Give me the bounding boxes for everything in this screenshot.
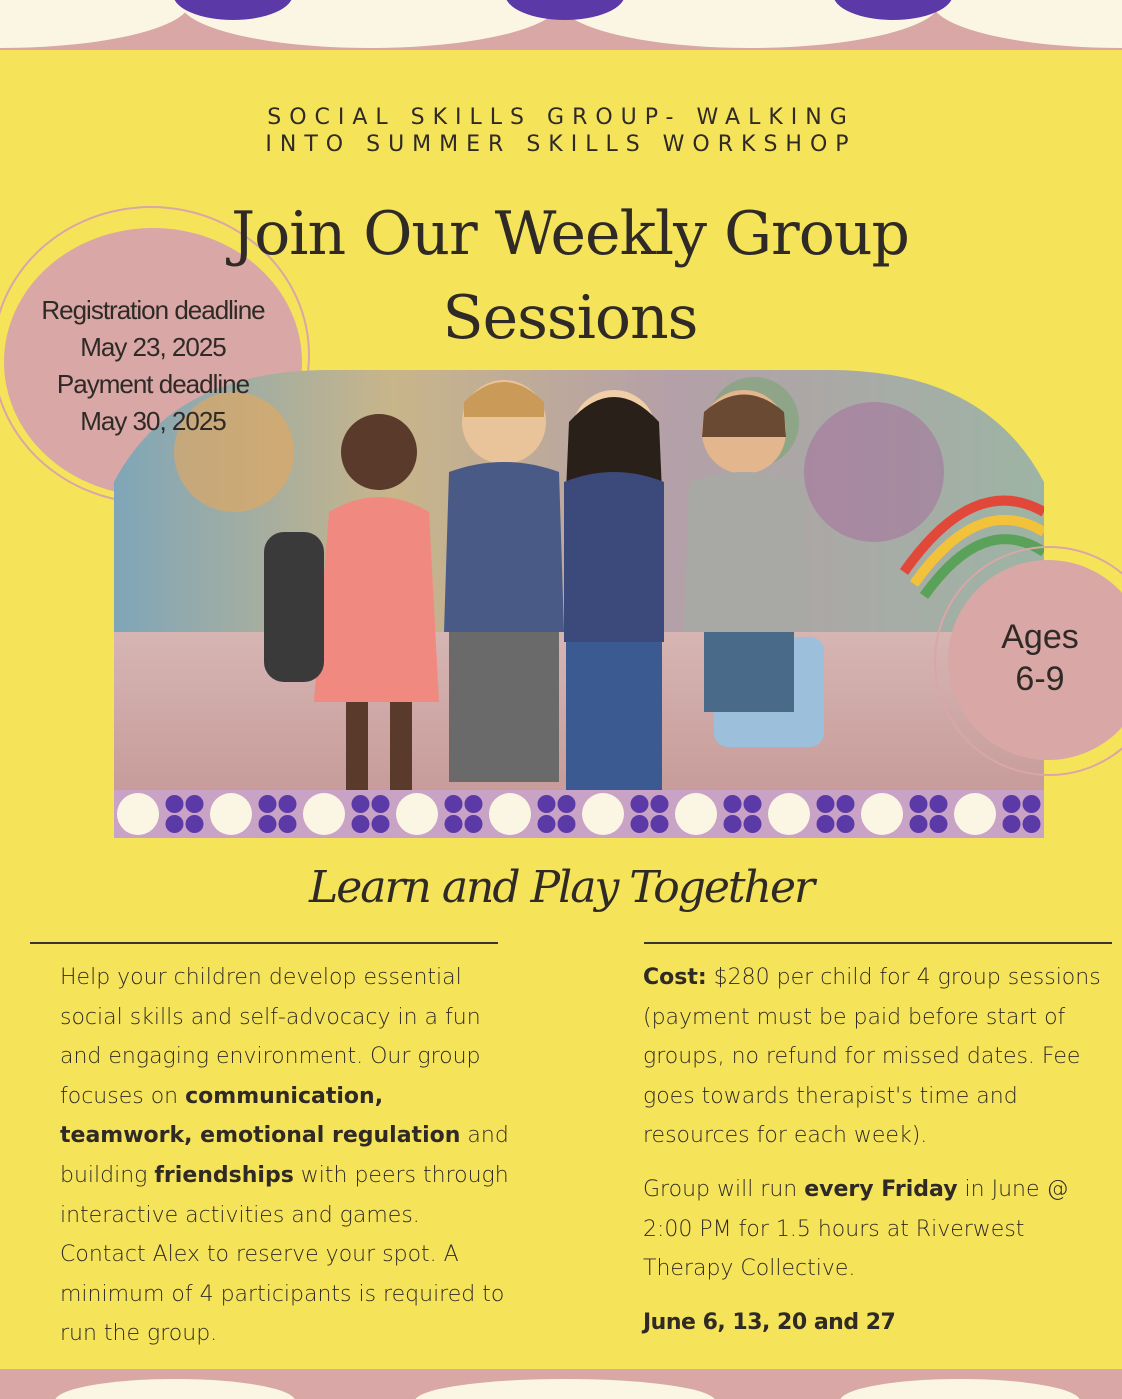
ages-label: Ages — [1001, 618, 1079, 656]
workshop-title-line1: SOCIAL SKILLS GROUP- WALKING — [267, 105, 855, 130]
ages-badge — [970, 616, 1110, 700]
schedule-day: every Friday — [804, 1176, 958, 1202]
schedule-post: in June @ 2:00 PM for 1.5 hours at Riverwest Therapy Collective. — [643, 1176, 1069, 1282]
workshop-title-line2: INTO SUMMER SKILLS WORKSHOP — [265, 132, 857, 157]
page-headline — [180, 192, 960, 360]
headline-line2: Sessions — [442, 283, 698, 353]
schedule-pre: Group will run — [643, 1176, 798, 1202]
deadline-info — [24, 292, 282, 440]
workshop-title — [0, 104, 1122, 158]
description-intro: Help your children develop essential social skills and self-advocacy in a fun and engaging environment. Our group focuses on — [60, 965, 481, 1109]
bottom-decorative-border — [0, 1369, 1122, 1399]
payment-deadline-date: May 30, 2025 — [80, 406, 226, 436]
description-friendships: friendships — [154, 1162, 294, 1188]
description-column — [60, 958, 512, 1354]
left-divider — [30, 942, 498, 944]
description-mid: and building — [60, 1123, 509, 1188]
payment-deadline-label: Payment deadline — [56, 369, 250, 399]
headline-line1: Join Our Weekly Group — [231, 199, 909, 269]
description-focus-skills: communication, teamwork, emotional regulation — [60, 1083, 461, 1149]
details-column — [643, 958, 1113, 1342]
registration-deadline-label: Registration deadline — [41, 295, 265, 325]
cost-paragraph — [643, 958, 1113, 1156]
cost-label: Cost: — [643, 965, 707, 990]
schedule-paragraph — [643, 1170, 1113, 1289]
description-paragraph — [60, 958, 512, 1354]
right-divider — [644, 942, 1112, 944]
ages-range: 6-9 — [1015, 660, 1065, 698]
registration-deadline-date: May 23, 2025 — [80, 332, 226, 362]
description-outro: with peers through interactive activities and games. Contact Alex to reserve your spot. A minimum of 4 participants is required to run the group. — [60, 1162, 509, 1347]
session-dates: June 6, 13, 20 and 27 — [643, 1309, 896, 1335]
top-decorative-border — [0, 0, 1122, 50]
tagline: Learn and Play Together — [308, 862, 814, 913]
cost-text: $280 per child for 4 group sessions (payment must be paid before start of groups, no refund for missed dates. Fee goes towards therapist's time and resources for each week). — [643, 965, 1101, 1149]
